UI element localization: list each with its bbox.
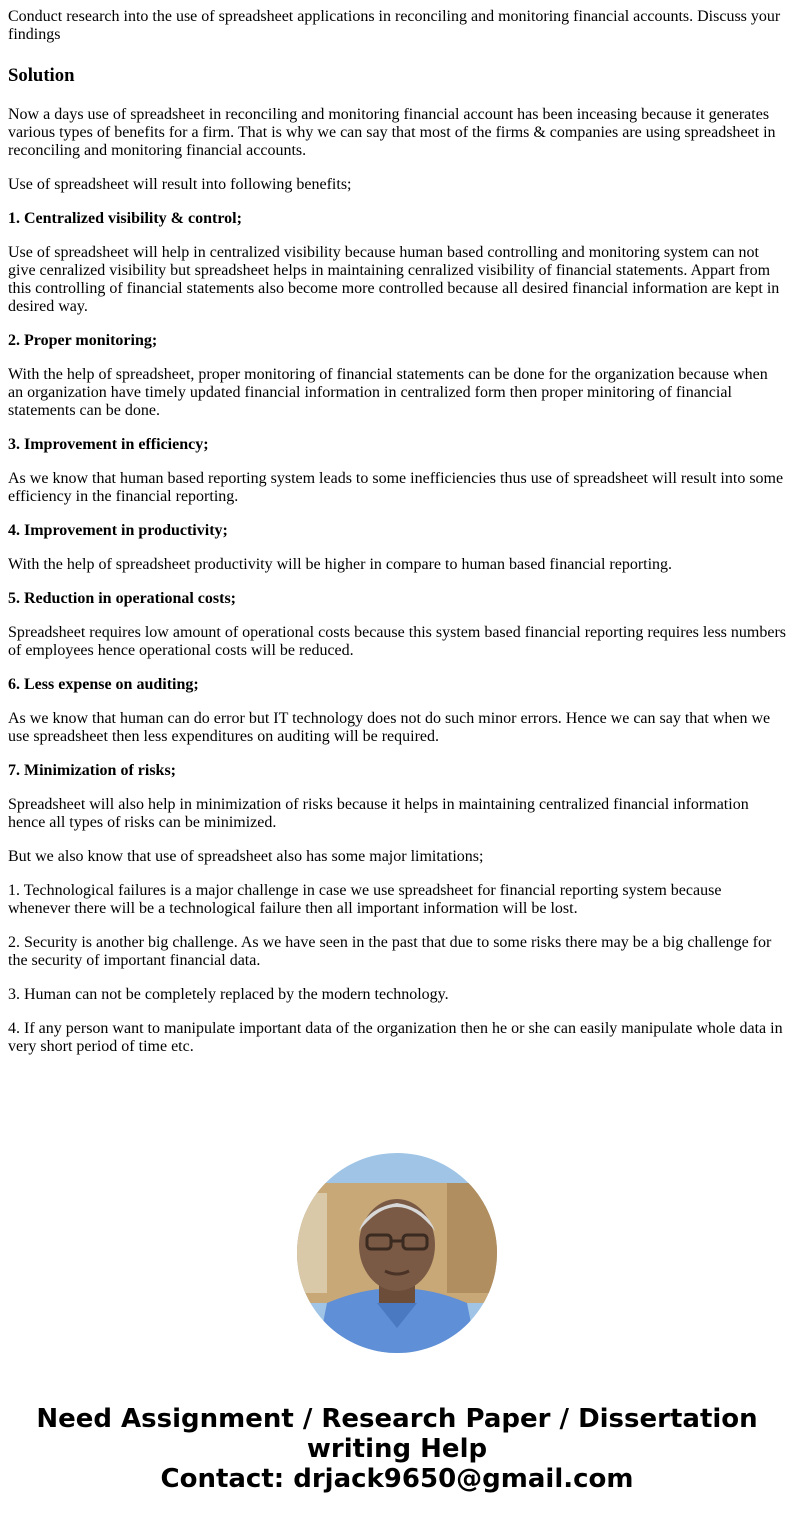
author-portrait-image xyxy=(297,1153,497,1353)
benefit-heading-3: 3. Improvement in efficiency; xyxy=(8,436,209,453)
benefit-text-4: With the help of spreadsheet productivity will be higher in compare to human based financial reporting. xyxy=(8,556,673,573)
benefit-text-2: With the help of spreadsheet, proper monitoring of financial statements can be done for the organization because when an organization have timely updated financial information in centralized form then proper minitoring of financial statements can be done. xyxy=(8,366,768,419)
document-body xyxy=(8,8,786,1072)
limitation-item-1: 1. Technological failures is a major challenge in case we use spreadsheet for financial reporting system because whenever there will be a technological failure then all important information will be lost. xyxy=(8,882,722,917)
benefit-text-1: Use of spreadsheet will help in centralized visibility because human based controlling and monitoring system can not give cenralized visibility but spreadsheet helps in maintaining cenralized visibility of financial statements. Appart from this controlling of financial statements also become more controlled because all desired financial information are kept in desired way. xyxy=(8,244,780,315)
solution-heading: Solution xyxy=(8,65,75,86)
question-text: Conduct research into the use of spreadsheet applications in reconciling and monitoring financial accounts. Discuss your findings xyxy=(8,8,781,43)
benefit-heading-7: 7. Minimization of risks; xyxy=(8,762,176,779)
benefit-text-5: Spreadsheet requires low amount of operational costs because this system based financial reporting requires less numbers of employees hence operational costs will be reduced. xyxy=(8,624,786,659)
intro-paragraph: Now a days use of spreadsheet in reconciling and monitoring financial account has been inceasing because it generates various types of benefits for a firm. That is why we can say that most of the firms & companies are using spreadsheet in reconciling and monitoring financial accounts. xyxy=(8,106,776,159)
benefit-text-7: Spreadsheet will also help in minimization of risks because it helps in maintaining centralized financial information hence all types of risks can be minimized. xyxy=(8,796,749,831)
benefit-heading-5: 5. Reduction in operational costs; xyxy=(8,590,236,607)
benefit-heading-1: 1. Centralized visibility & control; xyxy=(8,210,242,227)
contact-line-3: Contact: drjack9650@gmail.com xyxy=(160,1464,634,1494)
benefit-heading-6: 6. Less expense on auditing; xyxy=(8,676,199,693)
limitations-intro: But we also know that use of spreadsheet also has some major limitations; xyxy=(8,848,484,865)
contact-line-2: writing Help xyxy=(306,1434,488,1464)
benefit-heading-2: 2. Proper monitoring; xyxy=(8,332,158,349)
benefit-text-6: As we know that human can do error but IT technology does not do such minor errors. Hence we can say that when we use spreadsheet then less expenditures on auditing will be required. xyxy=(8,710,771,745)
contact-banner xyxy=(0,1404,794,1494)
contact-line-1: Need Assignment / Research Paper / Dissertation xyxy=(36,1404,758,1434)
benefit-heading-4: 4. Improvement in productivity; xyxy=(8,522,228,539)
limitation-item-2: 2. Security is another big challenge. As we have seen in the past that due to some risks there may be a big challenge for the security of important financial data. xyxy=(8,934,772,969)
limitation-item-3: 3. Human can not be completely replaced by the modern technology. xyxy=(8,986,449,1003)
benefit-text-3: As we know that human based reporting system leads to some inefficiencies thus use of spreadsheet will result into some efficiency in the financial reporting. xyxy=(8,470,784,505)
limitation-item-4: 4. If any person want to manipulate important data of the organization then he or she can easily manipulate whole data in very short period of time etc. xyxy=(8,1020,783,1055)
benefits-intro: Use of spreadsheet will result into following benefits; xyxy=(8,176,352,193)
author-avatar xyxy=(297,1153,497,1353)
